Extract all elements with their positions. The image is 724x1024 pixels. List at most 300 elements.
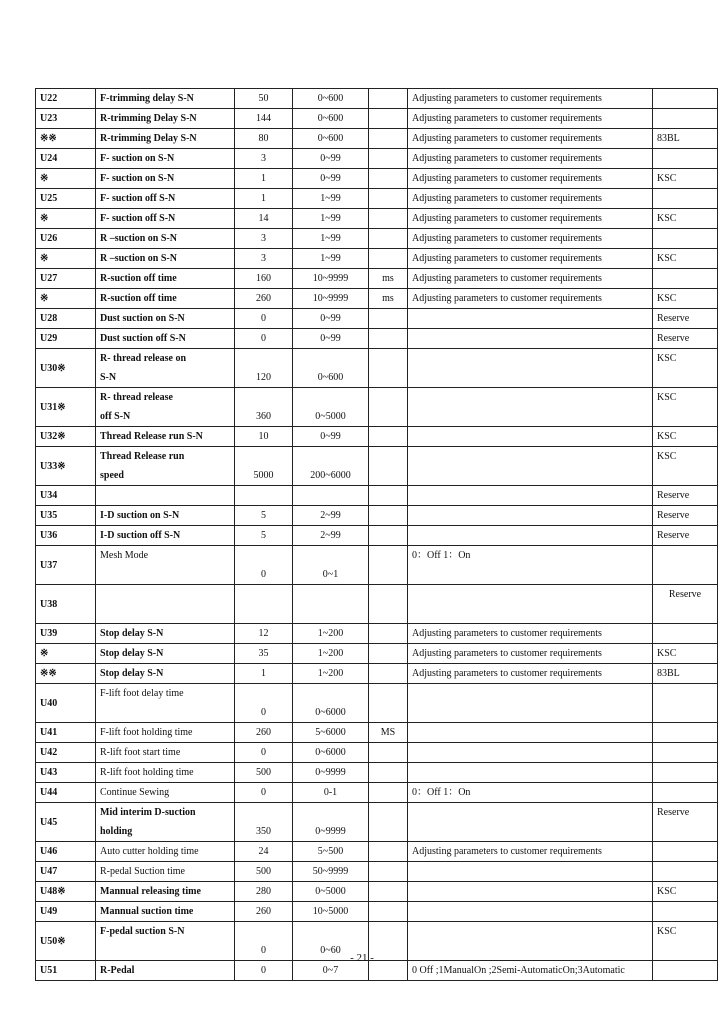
param-name-line: R –suction on S-N xyxy=(100,233,177,244)
param-code: U26 xyxy=(36,229,96,249)
param-code: ※ xyxy=(36,289,96,309)
param-description xyxy=(408,486,653,506)
param-value: 24 xyxy=(235,842,293,862)
table-row xyxy=(36,882,718,902)
param-range: 1~200 xyxy=(293,624,369,644)
param-description xyxy=(408,763,653,783)
param-code: U39 xyxy=(36,624,96,644)
param-note xyxy=(653,89,718,109)
param-unit xyxy=(369,149,408,169)
param-value: 5000 xyxy=(235,447,293,486)
param-name-line: Dust suction on S-N xyxy=(100,313,185,324)
param-name-line: Auto cutter holding time xyxy=(100,846,199,857)
param-name xyxy=(96,624,235,644)
param-note xyxy=(653,743,718,763)
param-note: KSC xyxy=(653,882,718,902)
param-unit xyxy=(369,624,408,644)
param-name-line: Continue Sewing xyxy=(100,787,170,798)
param-note xyxy=(653,624,718,644)
param-code: ※ xyxy=(36,249,96,269)
param-name-line: R- thread release on xyxy=(100,353,187,364)
param-unit xyxy=(369,388,408,427)
param-description xyxy=(408,684,653,723)
param-description xyxy=(408,902,653,922)
param-description: Adjusting parameters to customer requirements xyxy=(408,229,653,249)
param-code: U40 xyxy=(36,684,96,723)
param-code: U22 xyxy=(36,89,96,109)
param-name-line: speed xyxy=(100,470,124,481)
param-name xyxy=(96,309,235,329)
param-name xyxy=(96,743,235,763)
param-name-line: Stop delay S-N xyxy=(100,648,164,659)
param-note: KSC xyxy=(653,644,718,664)
parameter-table xyxy=(35,88,718,981)
param-description: Adjusting parameters to customer requirements xyxy=(408,129,653,149)
param-unit xyxy=(369,585,408,624)
param-code: ※ xyxy=(36,169,96,189)
param-unit xyxy=(369,644,408,664)
param-name xyxy=(96,664,235,684)
param-code: ※ xyxy=(36,209,96,229)
param-note: Reserve xyxy=(653,803,718,842)
param-unit xyxy=(369,506,408,526)
param-range: 0-1 xyxy=(293,783,369,803)
param-value xyxy=(235,486,293,506)
param-code: U50※ xyxy=(36,922,96,961)
param-note: Reserve xyxy=(653,329,718,349)
param-unit xyxy=(369,486,408,506)
param-note: KSC xyxy=(653,388,718,427)
param-range: 5~500 xyxy=(293,842,369,862)
param-code: U47 xyxy=(36,862,96,882)
param-name xyxy=(96,803,235,842)
param-name xyxy=(96,763,235,783)
param-range xyxy=(293,585,369,624)
param-note xyxy=(653,229,718,249)
param-name xyxy=(96,644,235,664)
param-note: KSC xyxy=(653,289,718,309)
param-code: U48※ xyxy=(36,882,96,902)
param-range: 0~5000 xyxy=(293,882,369,902)
param-name-line: F-lift foot holding time xyxy=(100,727,193,738)
param-description xyxy=(408,862,653,882)
param-note: KSC xyxy=(653,209,718,229)
param-range: 0~99 xyxy=(293,149,369,169)
param-unit xyxy=(369,546,408,585)
param-name-line: F- suction on S-N xyxy=(100,153,175,164)
param-name-line: F- suction off S-N xyxy=(100,193,176,204)
param-unit xyxy=(369,229,408,249)
param-range: 5~6000 xyxy=(293,723,369,743)
param-code: U51 xyxy=(36,961,96,981)
param-value: 0 xyxy=(235,684,293,723)
table-row xyxy=(36,109,718,129)
table-row xyxy=(36,902,718,922)
table-row xyxy=(36,189,718,209)
param-name-line: S-N xyxy=(100,372,117,383)
param-description xyxy=(408,882,653,902)
param-unit xyxy=(369,129,408,149)
param-unit xyxy=(369,743,408,763)
param-note xyxy=(653,763,718,783)
param-name-line: R-trimming Delay S-N xyxy=(100,113,197,124)
table-row xyxy=(36,684,718,723)
param-range: 1~200 xyxy=(293,664,369,684)
param-range: 1~99 xyxy=(293,209,369,229)
param-name-line: Thread Release run S-N xyxy=(100,431,203,442)
param-name xyxy=(96,89,235,109)
param-unit xyxy=(369,309,408,329)
param-value: 0 xyxy=(235,961,293,981)
param-value: 50 xyxy=(235,89,293,109)
param-note xyxy=(653,723,718,743)
param-unit xyxy=(369,684,408,723)
table-row xyxy=(36,803,718,842)
param-unit xyxy=(369,447,408,486)
param-name-line: R-Pedal xyxy=(100,965,135,976)
table-row xyxy=(36,427,718,447)
param-unit xyxy=(369,109,408,129)
param-note xyxy=(653,149,718,169)
param-code: U37 xyxy=(36,546,96,585)
param-description xyxy=(408,585,653,624)
param-code: U35 xyxy=(36,506,96,526)
param-name xyxy=(96,506,235,526)
param-value: 280 xyxy=(235,882,293,902)
param-note: KSC xyxy=(653,349,718,388)
param-value: 260 xyxy=(235,289,293,309)
param-unit xyxy=(369,902,408,922)
param-unit xyxy=(369,189,408,209)
param-description xyxy=(408,309,653,329)
param-note: 83BL xyxy=(653,664,718,684)
param-name-line: R-suction off time xyxy=(100,273,177,284)
param-code: U23 xyxy=(36,109,96,129)
param-description: Adjusting parameters to customer requirements xyxy=(408,664,653,684)
param-range: 0~99 xyxy=(293,309,369,329)
param-description: Adjusting parameters to customer requirements xyxy=(408,149,653,169)
table-row xyxy=(36,585,718,624)
table-row xyxy=(36,526,718,546)
param-value: 260 xyxy=(235,723,293,743)
param-unit xyxy=(369,803,408,842)
param-name-line: Dust suction off S-N xyxy=(100,333,186,344)
param-name xyxy=(96,349,235,388)
param-value: 5 xyxy=(235,506,293,526)
param-value: 0 xyxy=(235,922,293,961)
param-name xyxy=(96,862,235,882)
param-unit xyxy=(369,427,408,447)
param-code: ※ xyxy=(36,644,96,664)
param-description xyxy=(408,526,653,546)
table-row xyxy=(36,447,718,486)
param-value: 0 xyxy=(235,546,293,585)
param-range: 0~600 xyxy=(293,89,369,109)
param-name-line: Mannual releasing time xyxy=(100,886,201,897)
table-row xyxy=(36,349,718,388)
param-code: U29 xyxy=(36,329,96,349)
param-note: KSC xyxy=(653,169,718,189)
param-range: 10~9999 xyxy=(293,269,369,289)
table-row xyxy=(36,249,718,269)
param-name-line: I-D suction off S-N xyxy=(100,530,181,541)
table-row xyxy=(36,289,718,309)
param-note xyxy=(653,902,718,922)
param-value: 500 xyxy=(235,763,293,783)
param-value: 120 xyxy=(235,349,293,388)
param-range: 1~99 xyxy=(293,229,369,249)
param-note: KSC xyxy=(653,922,718,961)
param-code: U49 xyxy=(36,902,96,922)
param-note xyxy=(653,783,718,803)
param-code: U25 xyxy=(36,189,96,209)
param-code: U46 xyxy=(36,842,96,862)
param-code: U42 xyxy=(36,743,96,763)
param-value: 1 xyxy=(235,189,293,209)
table-row xyxy=(36,723,718,743)
param-name xyxy=(96,546,235,585)
param-value: 5 xyxy=(235,526,293,546)
table-row xyxy=(36,644,718,664)
param-description xyxy=(408,427,653,447)
param-description: 0：Off 1：On xyxy=(408,546,653,585)
param-description: 0 Off ;1ManualOn ;2Semi-AutomaticOn;3Automatic xyxy=(408,961,653,981)
param-code: U44 xyxy=(36,783,96,803)
param-value: 14 xyxy=(235,209,293,229)
param-value: 80 xyxy=(235,129,293,149)
param-value: 0 xyxy=(235,783,293,803)
param-name-line: Mesh Mode xyxy=(100,550,149,561)
table-row xyxy=(36,129,718,149)
param-note xyxy=(653,862,718,882)
table-row xyxy=(36,388,718,427)
table-row xyxy=(36,546,718,585)
param-note xyxy=(653,684,718,723)
parameter-table-body xyxy=(36,89,718,981)
param-description: Adjusting parameters to customer requirements xyxy=(408,209,653,229)
param-range: 0~99 xyxy=(293,329,369,349)
param-name xyxy=(96,783,235,803)
param-range: 200~6000 xyxy=(293,447,369,486)
param-name xyxy=(96,149,235,169)
param-description: Adjusting parameters to customer requirements xyxy=(408,169,653,189)
param-note: Reserve xyxy=(653,585,718,624)
param-range: 0~99 xyxy=(293,427,369,447)
param-name xyxy=(96,189,235,209)
param-description: 0：Off 1：On xyxy=(408,783,653,803)
param-value: 3 xyxy=(235,229,293,249)
param-range: 0~9999 xyxy=(293,803,369,842)
param-range: 1~99 xyxy=(293,189,369,209)
param-value: 260 xyxy=(235,902,293,922)
param-value: 1 xyxy=(235,664,293,684)
param-code: U30※ xyxy=(36,349,96,388)
param-range: 0~600 xyxy=(293,349,369,388)
param-value: 1 xyxy=(235,169,293,189)
table-row xyxy=(36,169,718,189)
param-unit xyxy=(369,783,408,803)
param-name-line: Mannual suction time xyxy=(100,906,194,917)
param-name-line: Stop delay S-N xyxy=(100,628,164,639)
table-row xyxy=(36,664,718,684)
param-value xyxy=(235,585,293,624)
param-name xyxy=(96,209,235,229)
param-description xyxy=(408,803,653,842)
param-note xyxy=(653,189,718,209)
param-code: U36 xyxy=(36,526,96,546)
param-value: 0 xyxy=(235,743,293,763)
param-name xyxy=(96,388,235,427)
param-description: Adjusting parameters to customer requirements xyxy=(408,289,653,309)
param-unit xyxy=(369,349,408,388)
param-name xyxy=(96,447,235,486)
param-range: 50~9999 xyxy=(293,862,369,882)
param-name xyxy=(96,289,235,309)
param-unit xyxy=(369,842,408,862)
param-value: 35 xyxy=(235,644,293,664)
param-note xyxy=(653,546,718,585)
param-name-line: I-D suction on S-N xyxy=(100,510,180,521)
param-description: Adjusting parameters to customer requirements xyxy=(408,644,653,664)
param-note: Reserve xyxy=(653,309,718,329)
param-description xyxy=(408,723,653,743)
param-code: U43 xyxy=(36,763,96,783)
table-row xyxy=(36,486,718,506)
param-name-line: R-lift foot holding time xyxy=(100,767,194,778)
table-row xyxy=(36,862,718,882)
param-code: U33※ xyxy=(36,447,96,486)
param-code: U28 xyxy=(36,309,96,329)
param-name xyxy=(96,585,235,624)
param-range: 0~5000 xyxy=(293,388,369,427)
param-unit: MS xyxy=(369,723,408,743)
param-note: Reserve xyxy=(653,486,718,506)
table-row xyxy=(36,763,718,783)
param-range: 0~6000 xyxy=(293,684,369,723)
param-note: Reserve xyxy=(653,506,718,526)
param-value: 360 xyxy=(235,388,293,427)
table-row xyxy=(36,329,718,349)
param-description: Adjusting parameters to customer requirements xyxy=(408,189,653,209)
param-range: 10~9999 xyxy=(293,289,369,309)
param-range: 0~99 xyxy=(293,169,369,189)
param-range: 2~99 xyxy=(293,526,369,546)
param-name xyxy=(96,427,235,447)
param-note: KSC xyxy=(653,427,718,447)
param-name-line: Thread Release run xyxy=(100,451,185,462)
param-name xyxy=(96,526,235,546)
param-name-line: Mid interim D-suction xyxy=(100,807,196,818)
param-name xyxy=(96,842,235,862)
param-value: 3 xyxy=(235,149,293,169)
table-row xyxy=(36,229,718,249)
param-unit xyxy=(369,526,408,546)
param-name-line: Stop delay S-N xyxy=(100,668,164,679)
param-name xyxy=(96,902,235,922)
table-row xyxy=(36,506,718,526)
param-name xyxy=(96,129,235,149)
param-code: U32※ xyxy=(36,427,96,447)
param-unit xyxy=(369,763,408,783)
param-value: 350 xyxy=(235,803,293,842)
param-unit xyxy=(369,862,408,882)
table-row xyxy=(36,743,718,763)
param-description: Adjusting parameters to customer requirements xyxy=(408,624,653,644)
param-code: U34 xyxy=(36,486,96,506)
param-description: Adjusting parameters to customer requirements xyxy=(408,89,653,109)
param-unit xyxy=(369,209,408,229)
param-name xyxy=(96,169,235,189)
param-name-line: F-pedal suction S-N xyxy=(100,926,185,937)
param-name-line: off S-N xyxy=(100,411,131,422)
param-unit xyxy=(369,882,408,902)
table-row xyxy=(36,783,718,803)
param-name-line: F-lift foot delay time xyxy=(100,688,184,699)
param-description: Adjusting parameters to customer requirements xyxy=(408,249,653,269)
param-range: 2~99 xyxy=(293,506,369,526)
param-unit: ms xyxy=(369,269,408,289)
param-description: Adjusting parameters to customer requirements xyxy=(408,269,653,289)
param-description xyxy=(408,506,653,526)
param-value: 12 xyxy=(235,624,293,644)
param-unit xyxy=(369,664,408,684)
param-description xyxy=(408,329,653,349)
param-note: KSC xyxy=(653,249,718,269)
param-description: Adjusting parameters to customer requirements xyxy=(408,109,653,129)
param-range: 0~6000 xyxy=(293,743,369,763)
param-name xyxy=(96,684,235,723)
param-value: 500 xyxy=(235,862,293,882)
param-name-line: F- suction off S-N xyxy=(100,213,176,224)
param-note: 83BL xyxy=(653,129,718,149)
param-name xyxy=(96,329,235,349)
param-name-line: R- thread release xyxy=(100,392,173,403)
table-row xyxy=(36,209,718,229)
param-unit: ms xyxy=(369,289,408,309)
table-row xyxy=(36,842,718,862)
param-note xyxy=(653,269,718,289)
param-range: 0~7 xyxy=(293,961,369,981)
param-code: U24 xyxy=(36,149,96,169)
param-range: 1~200 xyxy=(293,644,369,664)
param-code: U45 xyxy=(36,803,96,842)
param-description xyxy=(408,349,653,388)
param-name-line: R-trimming Delay S-N xyxy=(100,133,197,144)
param-note xyxy=(653,109,718,129)
param-value: 3 xyxy=(235,249,293,269)
param-name-line: F- suction on S-N xyxy=(100,173,175,184)
param-name xyxy=(96,269,235,289)
param-name xyxy=(96,229,235,249)
param-range: 10~5000 xyxy=(293,902,369,922)
param-name xyxy=(96,486,235,506)
param-unit xyxy=(369,329,408,349)
param-description: Adjusting parameters to customer requirements xyxy=(408,842,653,862)
param-range: 0~600 xyxy=(293,129,369,149)
param-unit xyxy=(369,89,408,109)
param-range: 1~99 xyxy=(293,249,369,269)
param-note: KSC xyxy=(653,447,718,486)
param-name-line: R-pedal Suction time xyxy=(100,866,185,877)
param-range: 0~600 xyxy=(293,109,369,129)
param-description xyxy=(408,743,653,763)
param-code: U41 xyxy=(36,723,96,743)
param-name xyxy=(96,882,235,902)
page-number: - 21 - xyxy=(350,952,374,964)
param-value: 10 xyxy=(235,427,293,447)
param-name-line: R –suction on S-N xyxy=(100,253,177,264)
param-description xyxy=(408,447,653,486)
